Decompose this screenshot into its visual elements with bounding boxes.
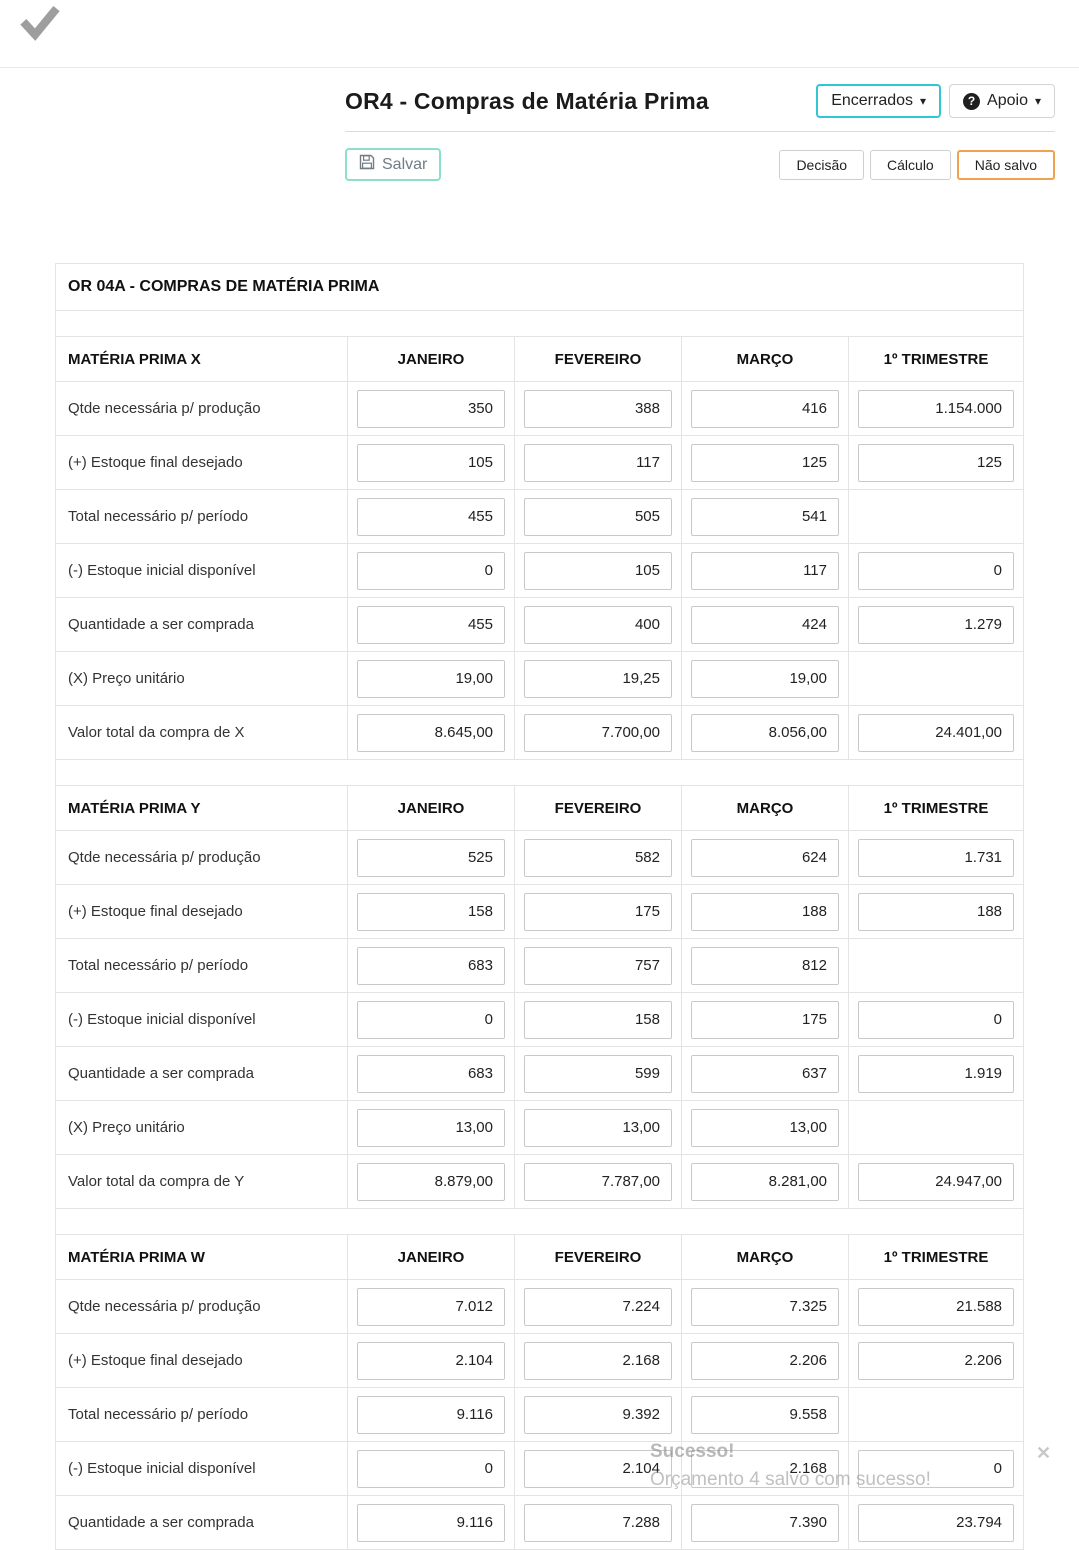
table-row (56, 993, 1024, 1047)
value-input[interactable] (357, 552, 505, 590)
table-row (56, 544, 1024, 598)
section-name: MATÉRIA PRIMA Y (56, 786, 348, 831)
value-input[interactable] (357, 444, 505, 482)
check-icon (20, 6, 60, 47)
calculo-button[interactable]: Cálculo (870, 150, 951, 180)
value-input[interactable] (858, 1504, 1014, 1542)
column-header: JANEIRO (348, 786, 515, 831)
value-input[interactable] (691, 1504, 839, 1542)
value-cell (515, 1388, 682, 1442)
value-cell (849, 1280, 1024, 1334)
value-input[interactable] (691, 498, 839, 536)
value-cell (348, 382, 515, 436)
value-input[interactable] (858, 1055, 1014, 1093)
row-label: Quantidade a ser comprada (56, 1047, 348, 1101)
value-cell (515, 885, 682, 939)
column-header: MARÇO (682, 786, 849, 831)
value-cell (515, 993, 682, 1047)
value-input[interactable] (524, 1342, 672, 1380)
value-cell (515, 1155, 682, 1209)
value-cell (348, 1442, 515, 1496)
top-bar (0, 0, 1079, 68)
spacer-row (56, 760, 1024, 786)
value-cell (849, 652, 1024, 706)
value-input[interactable] (691, 606, 839, 644)
table-row (56, 1101, 1024, 1155)
apoio-dropdown[interactable] (949, 84, 1055, 118)
table-row (56, 1496, 1024, 1550)
section-name: MATÉRIA PRIMA X (56, 337, 348, 382)
column-header: FEVEREIRO (515, 1235, 682, 1280)
value-cell (849, 706, 1024, 760)
value-input[interactable] (858, 444, 1014, 482)
value-cell (515, 382, 682, 436)
value-cell (682, 436, 849, 490)
row-label: Quantidade a ser comprada (56, 1496, 348, 1550)
save-status-badge[interactable]: Não salvo (957, 150, 1055, 180)
value-input[interactable] (858, 1450, 1014, 1488)
value-cell (348, 993, 515, 1047)
column-header: FEVEREIRO (515, 337, 682, 382)
value-cell (515, 490, 682, 544)
row-label: (X) Preço unitário (56, 652, 348, 706)
table-row (56, 1047, 1024, 1101)
column-header: MARÇO (682, 337, 849, 382)
value-input[interactable] (691, 1163, 839, 1201)
value-input[interactable] (691, 1109, 839, 1147)
value-input[interactable] (524, 606, 672, 644)
row-label: Total necessário p/ período (56, 490, 348, 544)
value-input[interactable] (858, 606, 1014, 644)
value-cell (348, 1496, 515, 1550)
page-header (345, 68, 1055, 181)
value-cell (849, 831, 1024, 885)
value-input[interactable] (691, 552, 839, 590)
value-input[interactable] (858, 1001, 1014, 1039)
value-cell (515, 598, 682, 652)
value-input[interactable] (357, 1342, 505, 1380)
value-input[interactable] (524, 444, 672, 482)
value-cell (682, 652, 849, 706)
row-label: Qtde necessária p/ produção (56, 831, 348, 885)
value-input[interactable] (357, 1163, 505, 1201)
column-header: 1º TRIMESTRE (849, 786, 1024, 831)
floppy-disk-icon (359, 154, 375, 175)
value-cell (348, 706, 515, 760)
table-row (56, 1334, 1024, 1388)
value-input[interactable] (357, 1001, 505, 1039)
value-cell (515, 1442, 682, 1496)
section-header-row (56, 337, 1024, 382)
encerrados-dropdown[interactable] (816, 84, 941, 118)
value-input[interactable] (524, 1504, 672, 1542)
value-input[interactable] (524, 947, 672, 985)
value-input[interactable] (357, 947, 505, 985)
table-row (56, 382, 1024, 436)
table-row (56, 436, 1024, 490)
value-input[interactable] (858, 893, 1014, 931)
column-header: FEVEREIRO (515, 786, 682, 831)
value-cell (682, 1155, 849, 1209)
value-cell (682, 382, 849, 436)
value-cell (515, 1334, 682, 1388)
value-cell (515, 1047, 682, 1101)
decisao-button[interactable]: Decisão (779, 150, 864, 180)
table-title: OR 04A - COMPRAS DE MATÉRIA PRIMA (56, 264, 1024, 311)
row-label: Valor total da compra de Y (56, 1155, 348, 1209)
header-divider (345, 131, 1055, 132)
value-input[interactable] (357, 1450, 505, 1488)
value-cell (348, 885, 515, 939)
value-cell (682, 544, 849, 598)
value-cell (849, 382, 1024, 436)
value-cell (849, 1388, 1024, 1442)
value-cell (682, 831, 849, 885)
value-cell (348, 598, 515, 652)
value-cell (348, 1334, 515, 1388)
value-input[interactable] (858, 1288, 1014, 1326)
value-cell (849, 1442, 1024, 1496)
value-cell (515, 1496, 682, 1550)
row-label: (-) Estoque inicial disponível (56, 544, 348, 598)
value-cell (849, 885, 1024, 939)
value-cell (348, 831, 515, 885)
table-row (56, 939, 1024, 993)
value-input[interactable] (357, 390, 505, 428)
value-input[interactable] (524, 1001, 672, 1039)
table-row (56, 885, 1024, 939)
value-cell (515, 1101, 682, 1155)
save-button[interactable] (345, 148, 441, 181)
value-cell (348, 1280, 515, 1334)
value-cell (849, 598, 1024, 652)
column-header: JANEIRO (348, 337, 515, 382)
table-row (56, 1155, 1024, 1209)
value-input[interactable] (357, 498, 505, 536)
row-label: Quantidade a ser comprada (56, 598, 348, 652)
value-cell (849, 490, 1024, 544)
value-cell (682, 490, 849, 544)
value-input[interactable] (524, 390, 672, 428)
table-row (56, 598, 1024, 652)
value-cell (348, 652, 515, 706)
section-header-row (56, 786, 1024, 831)
value-cell (682, 1101, 849, 1155)
value-cell (348, 544, 515, 598)
row-label: Total necessário p/ período (56, 1388, 348, 1442)
budget-table (55, 263, 1024, 1550)
table-row (56, 490, 1024, 544)
value-input[interactable] (524, 714, 672, 752)
value-cell (682, 598, 849, 652)
column-header: MARÇO (682, 1235, 849, 1280)
encerrados-label: Encerrados (831, 92, 914, 109)
row-label: (-) Estoque inicial disponível (56, 1442, 348, 1496)
value-input[interactable] (524, 839, 672, 877)
value-input[interactable] (524, 1288, 672, 1326)
value-input[interactable] (858, 1342, 1014, 1380)
value-cell (682, 1442, 849, 1496)
value-cell (849, 1155, 1024, 1209)
page-title: OR4 - Compras de Matéria Prima (345, 87, 709, 114)
value-cell (682, 993, 849, 1047)
value-input[interactable] (858, 1163, 1014, 1201)
value-cell (348, 436, 515, 490)
section-header-row (56, 1235, 1024, 1280)
value-cell (348, 1047, 515, 1101)
table-row (56, 1280, 1024, 1334)
value-input[interactable] (524, 1163, 672, 1201)
value-input[interactable] (357, 606, 505, 644)
row-label: (-) Estoque inicial disponível (56, 993, 348, 1047)
value-input[interactable] (691, 714, 839, 752)
value-cell (348, 1155, 515, 1209)
value-cell (515, 544, 682, 598)
value-cell (348, 490, 515, 544)
toast-message: Orçamento 4 salvo com sucesso! (650, 1469, 931, 1490)
value-cell (682, 1280, 849, 1334)
value-cell (515, 436, 682, 490)
table-row (56, 1442, 1024, 1496)
value-input[interactable] (858, 390, 1014, 428)
close-icon[interactable]: ✕ (1036, 1443, 1052, 1463)
table-row (56, 706, 1024, 760)
section-name: MATÉRIA PRIMA W (56, 1235, 348, 1280)
column-header: 1º TRIMESTRE (849, 337, 1024, 382)
value-cell (348, 1101, 515, 1155)
value-cell (849, 544, 1024, 598)
value-input[interactable] (357, 714, 505, 752)
column-header: 1º TRIMESTRE (849, 1235, 1024, 1280)
value-input[interactable] (691, 1055, 839, 1093)
row-label: (+) Estoque final desejado (56, 885, 348, 939)
value-input[interactable] (524, 660, 672, 698)
value-input[interactable] (357, 1109, 505, 1147)
value-cell (348, 939, 515, 993)
value-input[interactable] (357, 1504, 505, 1542)
value-cell (849, 1047, 1024, 1101)
value-input[interactable] (691, 660, 839, 698)
row-label: (+) Estoque final desejado (56, 436, 348, 490)
toast-title: Sucesso! (650, 1441, 735, 1462)
chevron-down-icon: ▾ (1034, 94, 1041, 108)
value-cell (849, 436, 1024, 490)
help-icon: ? (963, 93, 980, 110)
value-cell (348, 1388, 515, 1442)
value-input[interactable] (691, 390, 839, 428)
budget-table-container (55, 263, 1079, 1550)
value-input[interactable] (858, 839, 1014, 877)
value-cell (682, 1334, 849, 1388)
value-input[interactable] (858, 552, 1014, 590)
value-cell (682, 706, 849, 760)
row-label: (X) Preço unitário (56, 1101, 348, 1155)
value-input[interactable] (691, 893, 839, 931)
row-label: Valor total da compra de X (56, 706, 348, 760)
value-cell (849, 1334, 1024, 1388)
value-cell (515, 706, 682, 760)
value-input[interactable] (858, 714, 1014, 752)
value-cell (515, 1280, 682, 1334)
table-row (56, 1388, 1024, 1442)
apoio-label: Apoio (987, 92, 1028, 109)
save-label: Salvar (382, 155, 428, 173)
row-label: Qtde necessária p/ produção (56, 382, 348, 436)
value-input[interactable] (691, 947, 839, 985)
value-cell (849, 1496, 1024, 1550)
spacer-row (56, 1209, 1024, 1235)
table-row (56, 831, 1024, 885)
row-label: Qtde necessária p/ produção (56, 1280, 348, 1334)
spacer-row (56, 311, 1024, 337)
value-input[interactable] (691, 1342, 839, 1380)
row-label: Total necessário p/ período (56, 939, 348, 993)
value-input[interactable] (691, 1396, 839, 1434)
value-input[interactable] (691, 444, 839, 482)
value-input[interactable] (691, 1288, 839, 1326)
value-input[interactable] (524, 1450, 672, 1488)
table-title-row (56, 264, 1024, 311)
table-row (56, 652, 1024, 706)
value-input[interactable] (524, 552, 672, 590)
value-input[interactable] (357, 660, 505, 698)
value-cell (682, 1047, 849, 1101)
column-header: JANEIRO (348, 1235, 515, 1280)
value-input[interactable] (357, 893, 505, 931)
value-input[interactable] (524, 498, 672, 536)
value-input[interactable] (357, 1055, 505, 1093)
value-input[interactable] (691, 1001, 839, 1039)
value-input[interactable] (357, 839, 505, 877)
chevron-down-icon: ▾ (920, 94, 927, 108)
value-cell (849, 1101, 1024, 1155)
value-cell (515, 939, 682, 993)
value-input[interactable] (524, 1109, 672, 1147)
row-label: (+) Estoque final desejado (56, 1334, 348, 1388)
value-cell (682, 885, 849, 939)
value-input[interactable] (691, 839, 839, 877)
value-cell (849, 993, 1024, 1047)
value-input[interactable] (357, 1396, 505, 1434)
value-input[interactable] (524, 1396, 672, 1434)
value-input[interactable] (524, 1055, 672, 1093)
value-cell (682, 1496, 849, 1550)
value-cell (515, 652, 682, 706)
value-cell (515, 831, 682, 885)
value-input[interactable] (691, 1450, 839, 1488)
value-cell (849, 939, 1024, 993)
value-input[interactable] (357, 1288, 505, 1326)
value-cell (682, 1388, 849, 1442)
value-input[interactable] (524, 893, 672, 931)
value-cell (682, 939, 849, 993)
